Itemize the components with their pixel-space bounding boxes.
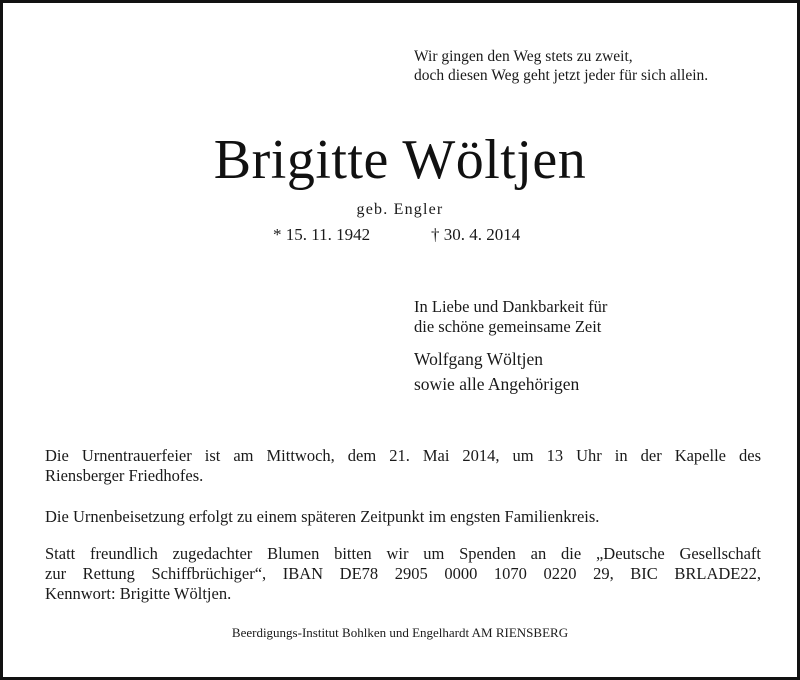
thanks-text [414, 297, 607, 337]
paragraph-line: zur Rettung Schiffbrüchiger“, IBAN DE78 2905 0000 1070 0220 29, BIC BRLADE22, [45, 564, 761, 583]
paragraph-line: Statt freundlich zugedachter Blumen bitten wir um Spenden an die „Deutsche Gesellschaft [45, 544, 761, 563]
paragraph-line: Kennwort: Brigitte Wöltjen. [45, 584, 232, 603]
donation-paragraph [45, 544, 761, 604]
deceased-name: Brigitte Wöltjen [213, 129, 587, 191]
burial-paragraph [45, 507, 761, 527]
ceremony-paragraph [45, 446, 761, 486]
motto-line: Wir gingen den Weg stets zu zweit, [414, 48, 633, 65]
birth-date: * 15. 11. 1942 [273, 225, 371, 244]
motto-line: doch diesen Weg geht jetzt jeder für sich allein. [414, 67, 709, 84]
thanks-line: In Liebe und Dankbarkeit für [414, 297, 608, 316]
mourners [414, 347, 579, 397]
maiden-name: geb. Engler [356, 201, 444, 218]
paragraph-line: Die Urnenbeisetzung erfolgt zu einem späteren Zeitpunkt im engsten Familienkreis. [45, 507, 600, 526]
death-date: † 30. 4. 2014 [431, 225, 521, 244]
thanks-line: die schöne gemeinsame Zeit [414, 317, 602, 336]
paragraph-line: Die Urnentrauerfeier ist am Mittwoch, dem 21. Mai 2014, um 13 Uhr in der Kapelle des [45, 446, 761, 465]
motto-quote [414, 47, 708, 85]
mourners-others: sowie alle Angehörigen [414, 374, 580, 394]
funeral-home: Beerdigungs-Institut Bohlken und Engelhardt AM RIENSBERG [231, 625, 569, 640]
mourner-name: Wolfgang Wöltjen [414, 349, 544, 369]
paragraph-line: Riensberger Friedhofes. [45, 466, 204, 485]
